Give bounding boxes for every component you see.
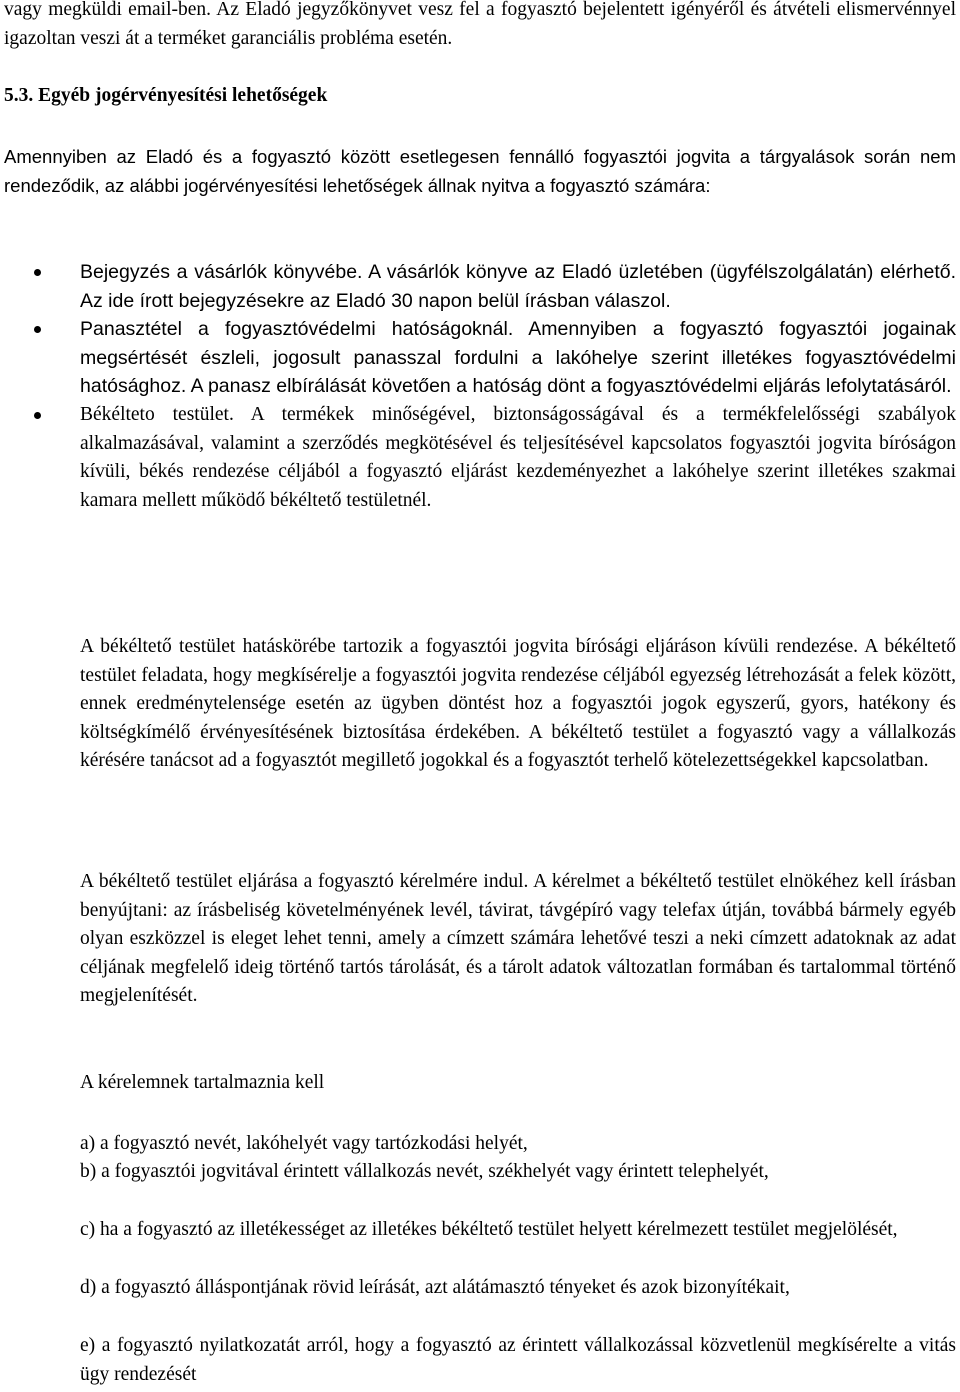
section-lead-paragraph: Amennyiben az Eladó és a fogyasztó között esetlegesen fennálló fogyasztói jogvita a tárgyalások során nem rendeződik, az alábbi jogérvényesítési lehetőségek állnak nyitva a fogyasztó számára: (4, 146, 956, 196)
body-paragraph-3: A kérelemnek tartalmaznia kell (80, 1072, 325, 1093)
remedy-bullet-list (80, 258, 956, 515)
bullet-item-complaint-book (80, 258, 956, 315)
requirement-item-a: a) a fogyasztó nevét, lakóhelyét vagy tartózkodási helyét, (80, 1133, 528, 1154)
requirement-item-d: d) a fogyasztó álláspontjának rövid leírását, azt alátámasztó tényeket és azok bizonyítékait, (80, 1277, 790, 1298)
section-heading: 5.3. Egyéb jogérvényesítési lehetőségek (4, 85, 328, 106)
body-paragraph-1: A békéltető testület hatáskörébe tartozik a fogyasztói jogvita bírósági eljáráson kívüli rendezése. A békéltető testület feladata, hogy megkísérelje a fogyasztói jogvita rendezése céljából egyezség létrehozását a felek között, ennek eredménytelensége esetén az ügyben döntést hoz a fogyasztói jogok egyszerű, gyors, hatékony és költségkímélő érvényesítésének biztosítása érdekében. A békéltető testület a fogyasztó vagy a vállalkozás kérésére tanácsot ad a fogyasztót megillető jogokkal és a fogyasztót terhelő kötelezettségekkel kapcsolatban. (80, 636, 956, 772)
bullet-dot-icon (34, 326, 41, 333)
bullet-item-consumer-authority (80, 315, 956, 401)
bullet-item-arbitration-board (80, 401, 956, 515)
bullet-text: Békélteto testület. A termékek minőségével, biztonságosságával és a termékfelelősségi szabályok alkalmazásával, valamint a szerződés megkötésével és teljesítésével kapcsolatos fogyasztói jogvita bíróságon kívüli, békés rendezése céljából a fogyasztó eljárást kezdeményezhet a lakóhelye szerint illetékes szakmai kamara mellett működő békéltető testületnél. (80, 403, 956, 511)
intro-paragraph: vagy megküldi email-ben. Az Eladó jegyzőkönyvet vesz fel a fogyasztó bejelentett igényéről és átvételi elismervénnyel igazoltan veszi át a terméket garanciális probléma esetén. (4, 0, 956, 49)
requirement-item-e: e) a fogyasztó nyilatkozatát arról, hogy a fogyasztó az érintett vállalkozással közvetlenül megkísérelte a vitás ügy rendezését (80, 1335, 956, 1385)
bullet-dot-icon (34, 269, 41, 276)
requirement-item-b: b) a fogyasztói jogvitával érintett vállalkozás nevét, székhelyét vagy érintett telephelyét, (80, 1161, 769, 1182)
bullet-text: Bejegyzés a vásárlók könyvébe. A vásárlók könyve az Eladó üzletében (ügyfélszolgálatán) elérhető. Az ide írott bejegyzésekre az Eladó 30 napon belül írásban válaszol. (80, 261, 956, 312)
bullet-text: Panasztétel a fogyasztóvédelmi hatóságoknál. Amennyiben a fogyasztó fogyasztói jogainak megsértését észleli, jogosult panasszal fordulni a lakóhelye szerint illetékes fogyasztóvédelmi hatósághoz. A panasz elbírálását követően a hatóság dönt a fogyasztóvédelmi eljárás lefolytatásáról. (80, 318, 956, 398)
bullet-dot-icon (34, 412, 41, 419)
body-paragraph-2: A békéltető testület eljárása a fogyasztó kérelmére indul. A kérelmet a békéltető testület elnökéhez kell írásban benyújtani: az írásbeliség követelményének levél, távirat, távgépíró vagy telefax útján, továbbá bármely egyéb olyan eszközzel is eleget lehet tenni, amely a címzett számára lehetővé teszi a neki címzett adatoknak az adat céljának megfelelő ideig történő tartós tárolását, és a tárolt adatok változatlan formában és tartalommal történő megjelenítését. (80, 871, 956, 1007)
requirement-item-c: c) ha a fogyasztó az illetékességet az illetékes békéltető testület helyett kérelmezett testület megjelölését, (80, 1219, 898, 1240)
